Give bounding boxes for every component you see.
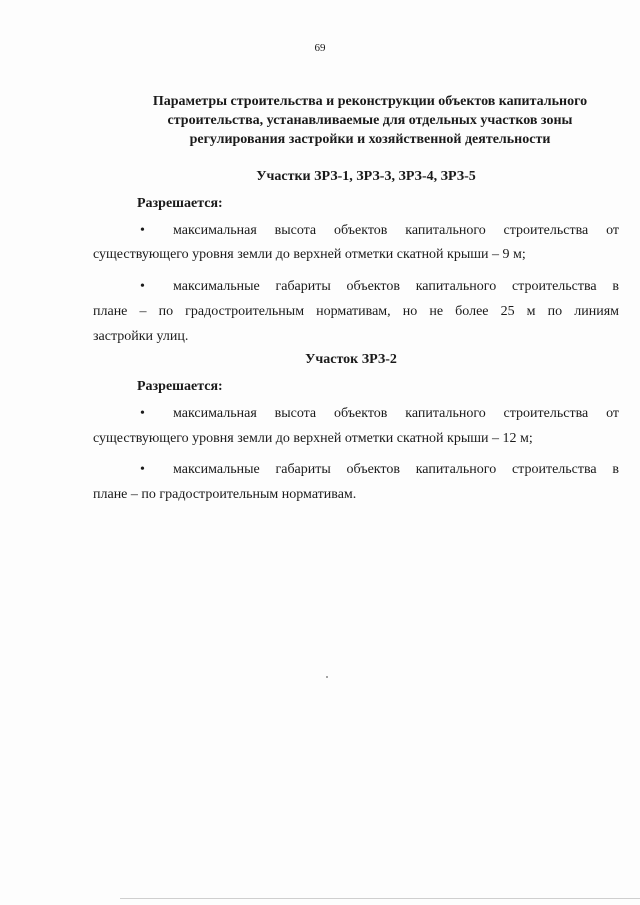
bullet-icon: •: [140, 223, 145, 238]
title-line: Параметры строительства и реконструкции объектов капитального: [152, 94, 588, 109]
list-item-continuation: застройки улиц.: [93, 329, 189, 344]
title-line: строительства, устанавливаемые для отдельных участков зоны: [167, 113, 573, 128]
bullet-icon: •: [140, 462, 145, 477]
scan-speck: [326, 676, 328, 678]
bullet-icon: •: [140, 406, 145, 421]
list-item-text: максимальная высота объектов капитального строительства от: [173, 406, 619, 421]
list-item-continuation: плане – по градостроительным нормативам, но не более 25 м по линиям: [93, 304, 619, 319]
list-item-continuation: плане – по градостроительным нормативам.: [93, 487, 357, 502]
list-item-continuation: существующего уровня земли до верхней отметки скатной крыши – 9 м;: [93, 247, 526, 262]
allowed-label: Разрешается:: [137, 379, 223, 394]
list-item-text: максимальные габариты объектов капитального строительства в: [173, 462, 619, 477]
section-heading: Участки ЗРЗ-1, ЗРЗ-3, ЗРЗ-4, ЗРЗ-5: [256, 169, 476, 184]
title-line: регулирования застройки и хозяйственной деятельности: [189, 132, 551, 147]
page-number: 69: [314, 42, 326, 54]
bullet-icon: •: [140, 279, 145, 294]
allowed-label: Разрешается:: [137, 196, 223, 211]
document-title: [110, 92, 630, 149]
list-item-text: максимальная высота объектов капитального строительства от: [173, 223, 619, 238]
section-heading: Участок ЗРЗ-2: [305, 352, 397, 367]
page-bottom-edge: [120, 898, 640, 899]
list-item-text: максимальные габариты объектов капитального строительства в: [173, 279, 619, 294]
list-item-continuation: существующего уровня земли до верхней отметки скатной крыши – 12 м;: [93, 431, 533, 446]
